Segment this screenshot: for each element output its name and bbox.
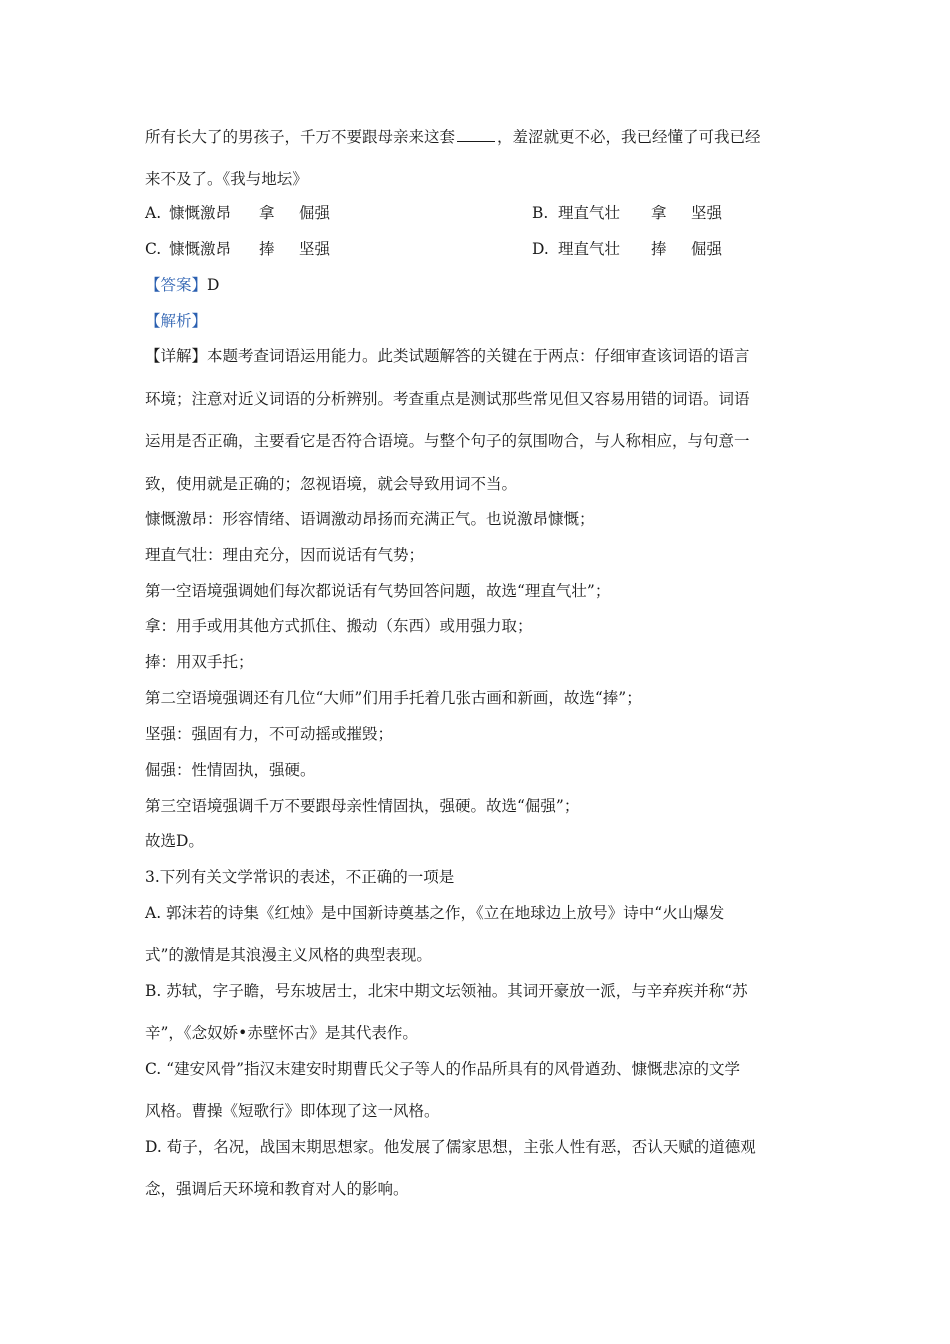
option-d: D. 理直气壮 捧 倔强 (532, 240, 723, 258)
note-line-8: 倔强：性情固执，强硬。 (145, 761, 316, 779)
note-line-2: 理直气壮：理由充分，因而说话有气势； (145, 546, 425, 564)
option-b: B. 理直气壮 拿 坚强 (532, 204, 723, 222)
note-line-5: 捧：用双手托； (145, 653, 254, 671)
detail-line-3: 运用是否正确，主要看它是否符合语境。与整个句子的氛围吻合，与人称相应，与句意一 (145, 432, 750, 450)
detail-line-4: 致，使用就是正确的；忽视语境，就会导致用词不当。 (145, 475, 518, 493)
note-line-6: 第二空语境强调还有几位“大师”们用手托着几张古画和新画，故选“捧”； (145, 689, 642, 707)
note-line-9: 第三空语境强调千万不要跟母亲性情固执，强硬。故选“倔强”； (145, 797, 580, 815)
note-line-4: 拿：用手或用其他方式抓住、搬动（东西）或用强力取； (145, 617, 533, 635)
note-line-10: 故选D。 (145, 832, 204, 850)
passage-text-before-blank: 所有长大了的男孩子，千万不要跟母亲来这套 (145, 128, 456, 146)
analysis-tag: 【解析】 (145, 312, 208, 330)
option-a: A. 慷慨激昂 拿 倔强 (145, 204, 331, 222)
note-line-3: 第一空语境强调她们每次都说话有气势回答问题，故选“理直气壮”； (145, 582, 611, 600)
answer-line (145, 275, 219, 295)
detail-line-1: 【详解】本题考查词语运用能力。此类试题解答的关键在于两点：仔细审查该词语的语言 (145, 347, 750, 365)
fill-in-blank (457, 127, 495, 142)
question-3-line-8: 念，强调后天环境和教育对人的影响。 (145, 1180, 409, 1198)
question-3-line-6: 风格。曹操《短歌行》即体现了这一风格。 (145, 1102, 440, 1120)
passage-line-1 (145, 127, 761, 147)
question-3-stem: 3.下列有关文学常识的表述，不正确的一项是 (145, 868, 455, 886)
answer-value: D (207, 276, 220, 294)
detail-line-2: 环境；注意对近义词语的分析辨别。考查重点是测试那些常见但又容易用错的词语。词语 (145, 390, 750, 408)
question-3-line-7: D. 荀子，名况，战国末期思想家。他发展了儒家思想，主张人性有恶，否认天赋的道德观 (145, 1138, 756, 1156)
question-3-line-2: 式”的激情是其浪漫主义风格的典型表现。 (145, 946, 432, 964)
option-c: C. 慷慨激昂 捧 坚强 (145, 240, 331, 258)
passage-line-2: 来不及了。《我与地坛》 (145, 170, 308, 188)
question-3-line-4: 辛”，《念奴娇•赤壁怀古》是其代表作。 (145, 1024, 418, 1042)
question-3-line-1: A. 郭沫若的诗集《红烛》是中国新诗奠基之作，《立在地球边上放号》诗中“火山爆发 (145, 904, 725, 922)
answer-tag: 【答案】 (145, 276, 208, 294)
question-3-line-5: C. “建安风骨”指汉末建安时期曹氏父子等人的作品所具有的风骨遒劲、慷慨悲凉的文学 (145, 1060, 741, 1078)
note-line-1: 慷慨激昂：形容情绪、语调激动昂扬而充满正气。也说激昂慷慨； (145, 510, 595, 528)
passage-text-after-blank: ，羞涩就更不必，我已经懂了可我已经 (497, 128, 761, 146)
note-line-7: 坚强：强固有力，不可动摇或摧毁； (145, 725, 394, 743)
question-3-line-3: B. 苏轼，字子瞻，号东坡居士，北宋中期文坛领袖。其词开豪放一派，与辛弃疾并称“苏 (145, 982, 748, 1000)
